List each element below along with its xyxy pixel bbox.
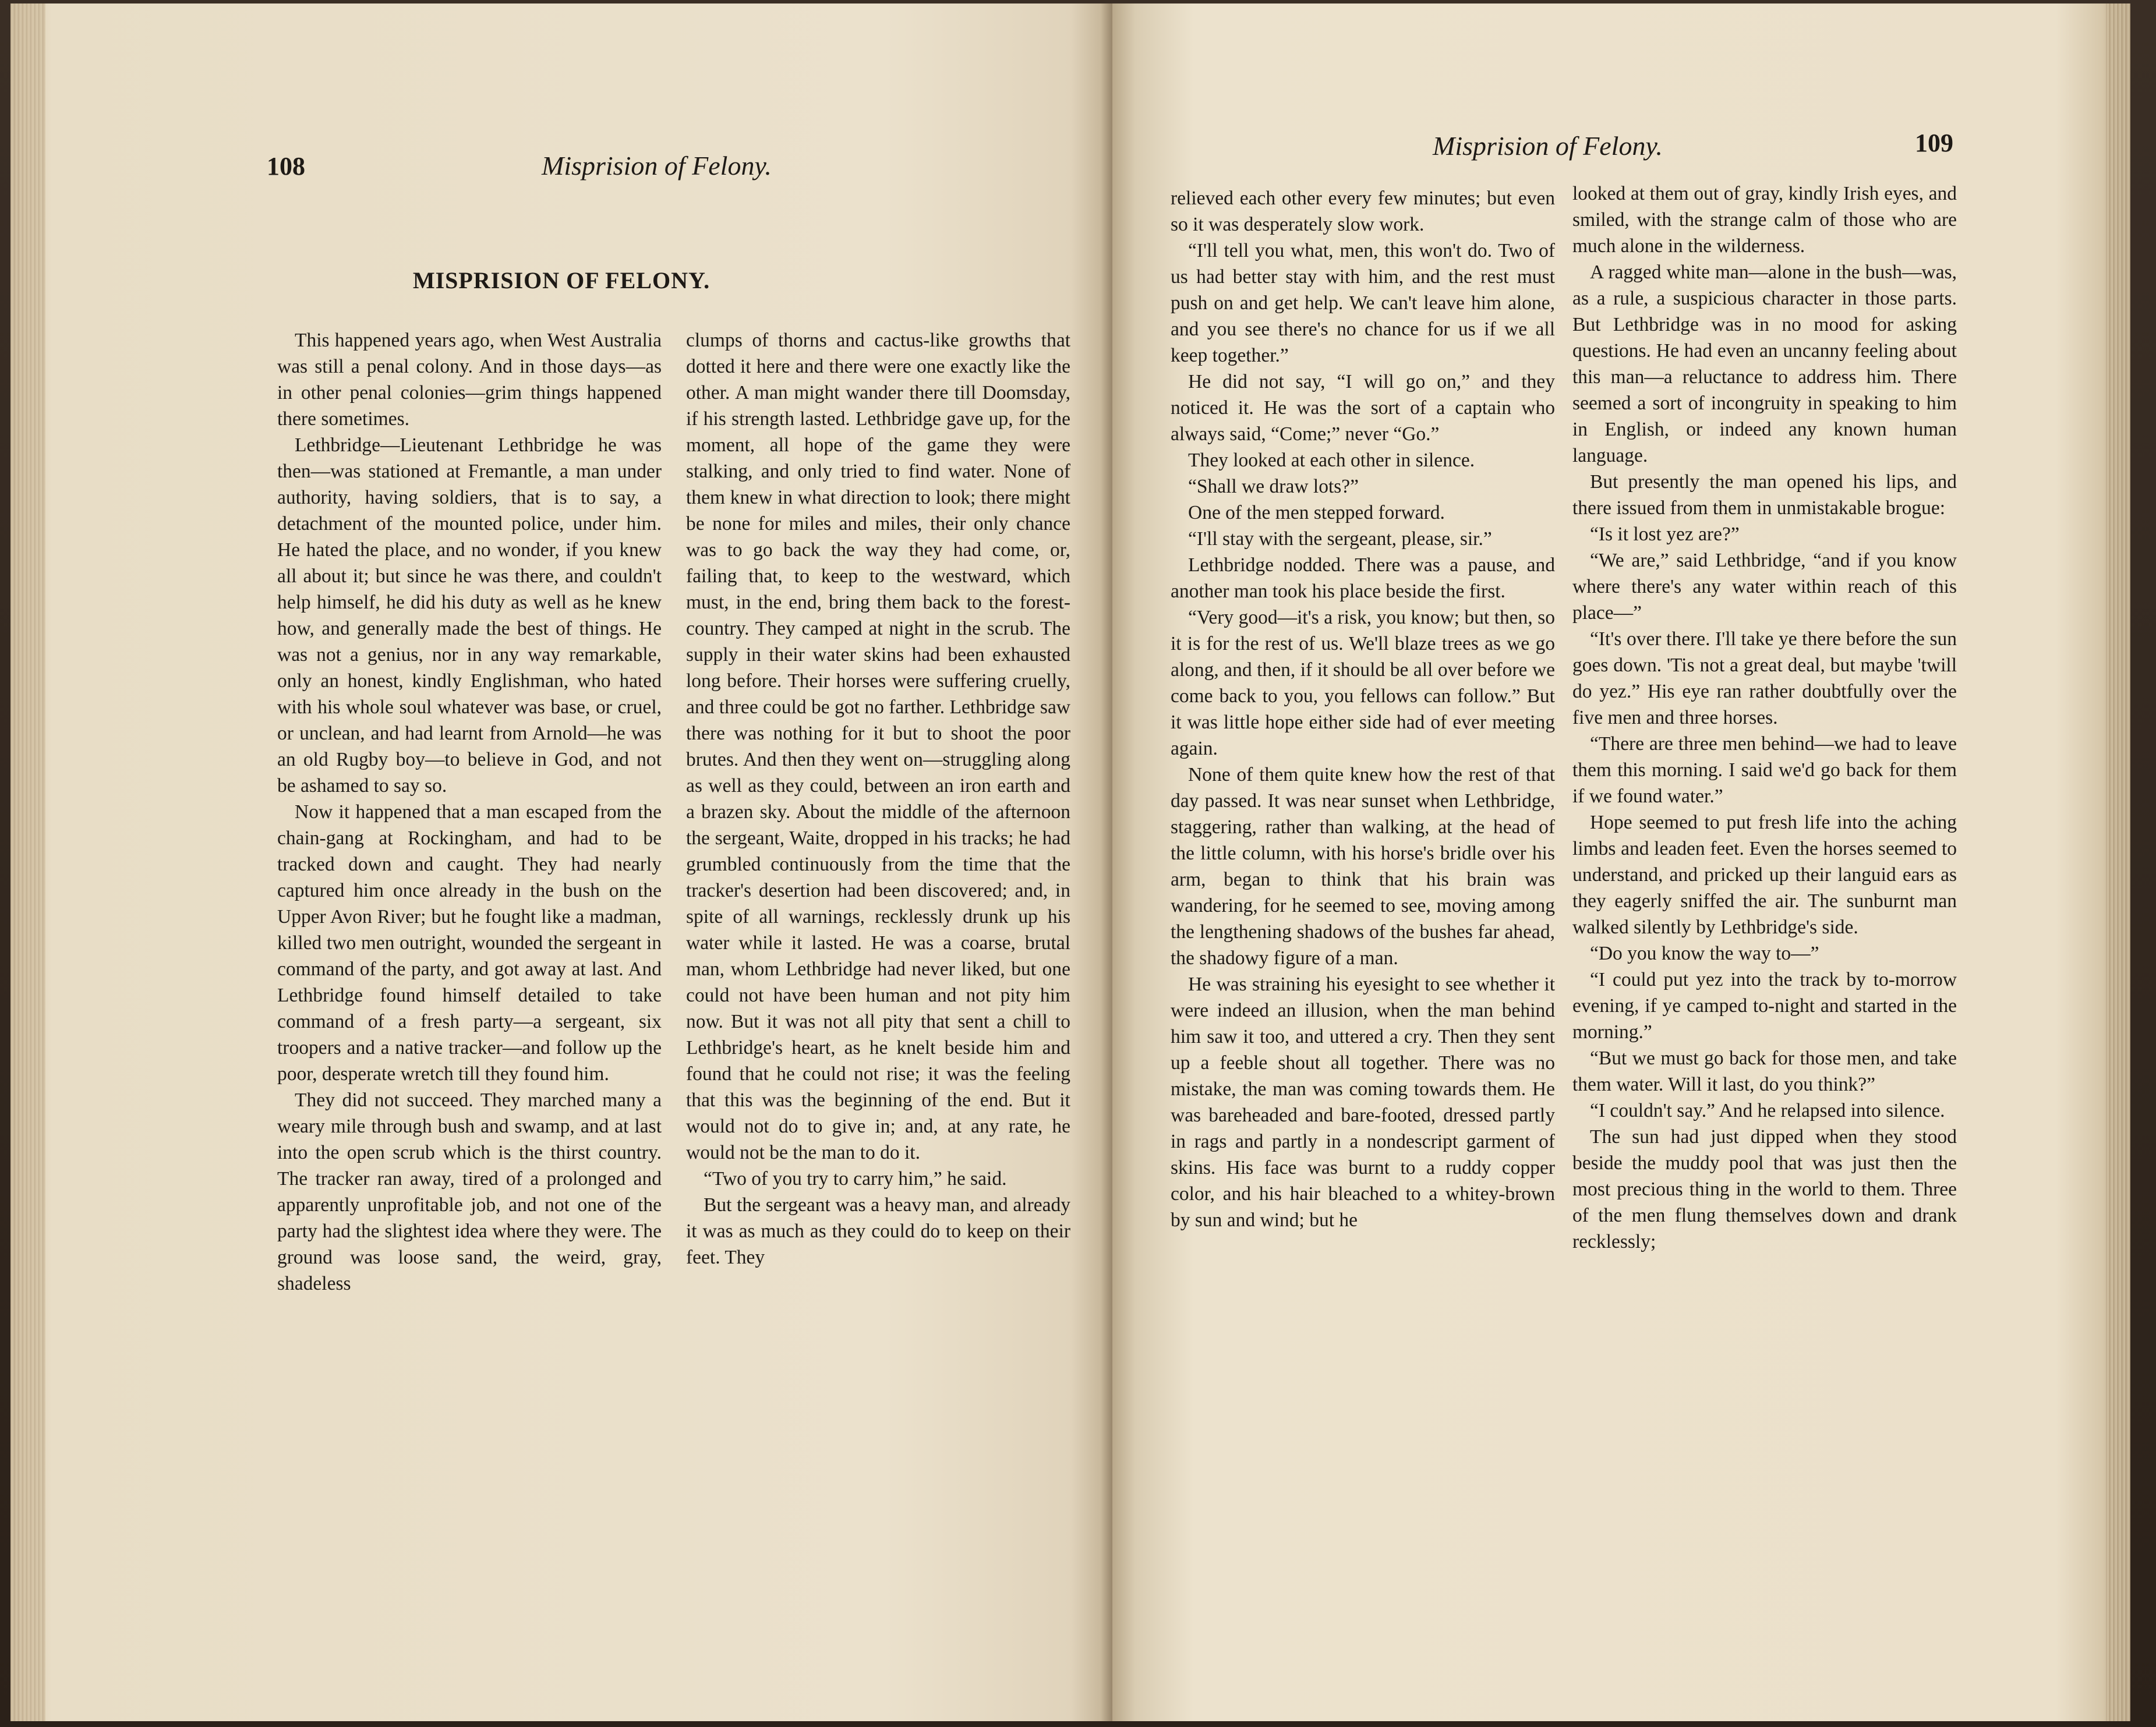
right-page-column-1 [1171,185,1555,1233]
open-book-spread [10,3,2130,1721]
paragraph: The sun had just dipped when they stood beside the muddy pool that was just then the most precious thing in the world to them. Three of the men flung themselves down and drank recklessly; [1572,1126,1957,1252]
left-page [10,3,1112,1721]
paragraph: Lethbridge nodded. There was a pause, and another man took his place beside the first. [1171,554,1555,602]
paragraph: “Two of you try to carry him,” he said. [704,1168,1007,1190]
paragraph: “We are,” said Lethbridge, “and if you know where there's any water within reach of this place—” [1572,550,1957,624]
paragraph: “Very good—it's a risk, you know; but then, so it is for the rest of us. We'll blaze trees as we go along, and then, if it should be all over before we come back to you, you fellows can follow.” But it was little hope either side had of ever meeting again. [1171,607,1555,759]
paragraph: This happened years ago, when West Australia was still a penal colony. And in those days—as in other penal colonies—grim things happened there sometimes. [277,330,662,430]
paragraph: Now it happened that a man escaped from the chain-gang at Rockingham, and had to be tracked down and caught. They had nearly captured him once already in the bush on the Upper Avon River; but he fought like a madman, killed two men outright, wounded the sergeant in command of the party, and got away at last. And Lethbridge found himself detailed to take command of a fresh party—a sergeant, six troopers and a native tracker—and follow up the poor, desperate wretch till they found him. [277,801,662,1085]
left-page-number: 108 [267,152,305,181]
paragraph: “There are three men behind—we had to leave them this morning. I said we'd go back for them if we found water.” [1572,733,1957,807]
paragraph: A ragged white man—alone in the bush—was, as a rule, a suspicious character in those parts. But Lethbridge was in no mood for asking questions. He had even an uncanny feeling about this man—a reluctance to address him. There seemed a sort of incongruity in speaking to him in English, or indeed any known human language. [1572,261,1957,466]
paragraph: They looked at each other in silence. [1188,450,1475,471]
paragraph: Lethbridge—Lieutenant Lethbridge he was then—was stationed at Fremantle, a man under authority, having soldiers, that is to say, a detachment of the mounted police, under him. He hated the place, and no wonder, if you knew all about it; but since he was there, and couldn't help himself, he did his duty as well as he knew how, and generally made the best of things. He was not a genius, nor in any way remarkable, only an honest, kindly Englishman, who hated with his whole soul whatever was base, or cruel, or unclean, and had learnt from Arnold—he was an old Rugby boy—to believe in God, and not be ashamed to say so. [277,434,662,797]
right-page [1112,3,2130,1721]
paragraph: He was straining his eyesight to see whether it were indeed an illusion, when the man behind him saw it too, and uttered a cry. Then they sent up a feeble shout all together. There was no mistake, the man was coming towards them. He was bareheaded and bare-footed, dressed partly in rags and partly in a nondescript garment of skins. His face was burnt to a ruddy copper color, and his hair bleached to a whitey-brown by sun and wind; but he [1171,974,1555,1231]
paragraph: “But we must go back for those men, and take them water. Will it last, do you think?” [1572,1047,1957,1095]
story-title: MISPRISION OF FELONY. [412,267,711,293]
left-running-head: Misprision of Felony. [542,151,772,181]
paragraph: They did not succeed. They marched many a weary mile through bush and swamp, and at last into the open scrub which is the thirst country. The tracker ran away, tired of a prolonged and apparently unprofitable job, and not one of the party had the slightest idea where they were. The ground was loose sand, the weird, gray, shadeless [277,1089,662,1294]
right-page-column-2 [1572,181,1957,1255]
paragraph: But presently the man opened his lips, and there issued from them in unmistakable brogue: [1572,471,1957,519]
paragraph: “Is it lost yez are?” [1590,523,1740,545]
paragraph: He did not say, “I will go on,” and they noticed it. He was the sort of a captain who always said, “Come;” never “Go.” [1171,371,1555,445]
paragraph: clumps of thorns and cactus-like growths that dotted it here and there were one exactly like the other. A man might wander there till Doomsday, if his strength lasted. Lethbridge gave up, for the moment, all hope of the game they were stalking, and only tried to find water. None of them knew in what direction to look; there might be none for miles and miles, their only chance was to go back the way they had come, or, failing that, to keep to the westward, which must, in the end, bring them back to the forest-country. They camped at night in the scrub. The supply in their water skins had been exhausted long before. Their horses were suffering cruelly, and three could be got no farther. Lethbridge saw there was nothing for it but to shoot the poor brutes. And then they went on—struggling along as well as they could, between an iron earth and a brazen sky. About the middle of the afternoon the sergeant, Waite, dropped in his tracks; he had grumbled continuously from the time that the tracker's desertion had been discovered; and, in spite of all warnings, recklessly drunk up his water while it lasted. He was a coarse, brutal man, whom Lethbridge had never liked, but one could not have been human and not pity him now. But it was not all pity that sent a chill to Lethbridge's heart, as he knelt beside him and found that he could not rise; it was the feeling that this was the beginning of the end. But it would not do to give in; and, at any rate, he would not be the man to do it. [686,330,1070,1163]
left-page-edges [10,3,45,1721]
paragraph: “Do you know the way to—” [1590,943,1819,964]
paragraph: relieved each other every few minutes; but even so it was desperately slow work. [1171,187,1555,235]
paragraph: “It's over there. I'll take ye there before the sun goes down. 'Tis not a great deal, but maybe 'twill do yez.” His eye ran rather doubtfully over the five men and three horses. [1572,628,1957,728]
paragraph: “I could put yez into the track by to-morrow evening, if ye camped to-night and started in the morning.” [1572,969,1957,1043]
left-page-column-1 [277,327,662,1297]
left-page-column-2 [686,327,1070,1271]
paragraph: One of the men stepped forward. [1188,502,1445,523]
paragraph: “I couldn't say.” And he relapsed into silence. [1590,1100,1945,1121]
paragraph: looked at them out of gray, kindly Irish eyes, and smiled, with the strange calm of those who are much alone in the wilderness. [1572,183,1957,257]
right-running-head: Misprision of Felony. [1433,131,1663,161]
paragraph: None of them quite knew how the rest of that day passed. It was near sunset when Lethbridge, staggering, rather than walking, at the head of the little column, with his horse's bridle over his arm, began to think that his brain was wandering, for he seemed to see, moving among the lengthening shadows of the bushes far ahead, the shadowy figure of a man. [1171,764,1555,969]
right-page-number: 109 [1915,129,1953,157]
paragraph: Hope seemed to put fresh life into the aching limbs and leaden feet. Even the horses seemed to understand, and pricked up their languid ears as they eagerly sniffed the air. The sunburnt man walked silently by Lethbridge's side. [1572,812,1957,938]
paragraph: But the sergeant was a heavy man, and already it was as much as they could do to keep on their feet. They [686,1194,1070,1268]
right-page-edges [2106,3,2130,1721]
paragraph: “I'll stay with the sergeant, please, sir.” [1188,528,1492,550]
paragraph: “Shall we draw lots?” [1188,476,1359,497]
paragraph: “I'll tell you what, men, this won't do. Two of us had better stay with him, and the rest must push on and get help. We can't leave him alone, and you see there's no chance for us if we all keep together.” [1171,240,1555,366]
